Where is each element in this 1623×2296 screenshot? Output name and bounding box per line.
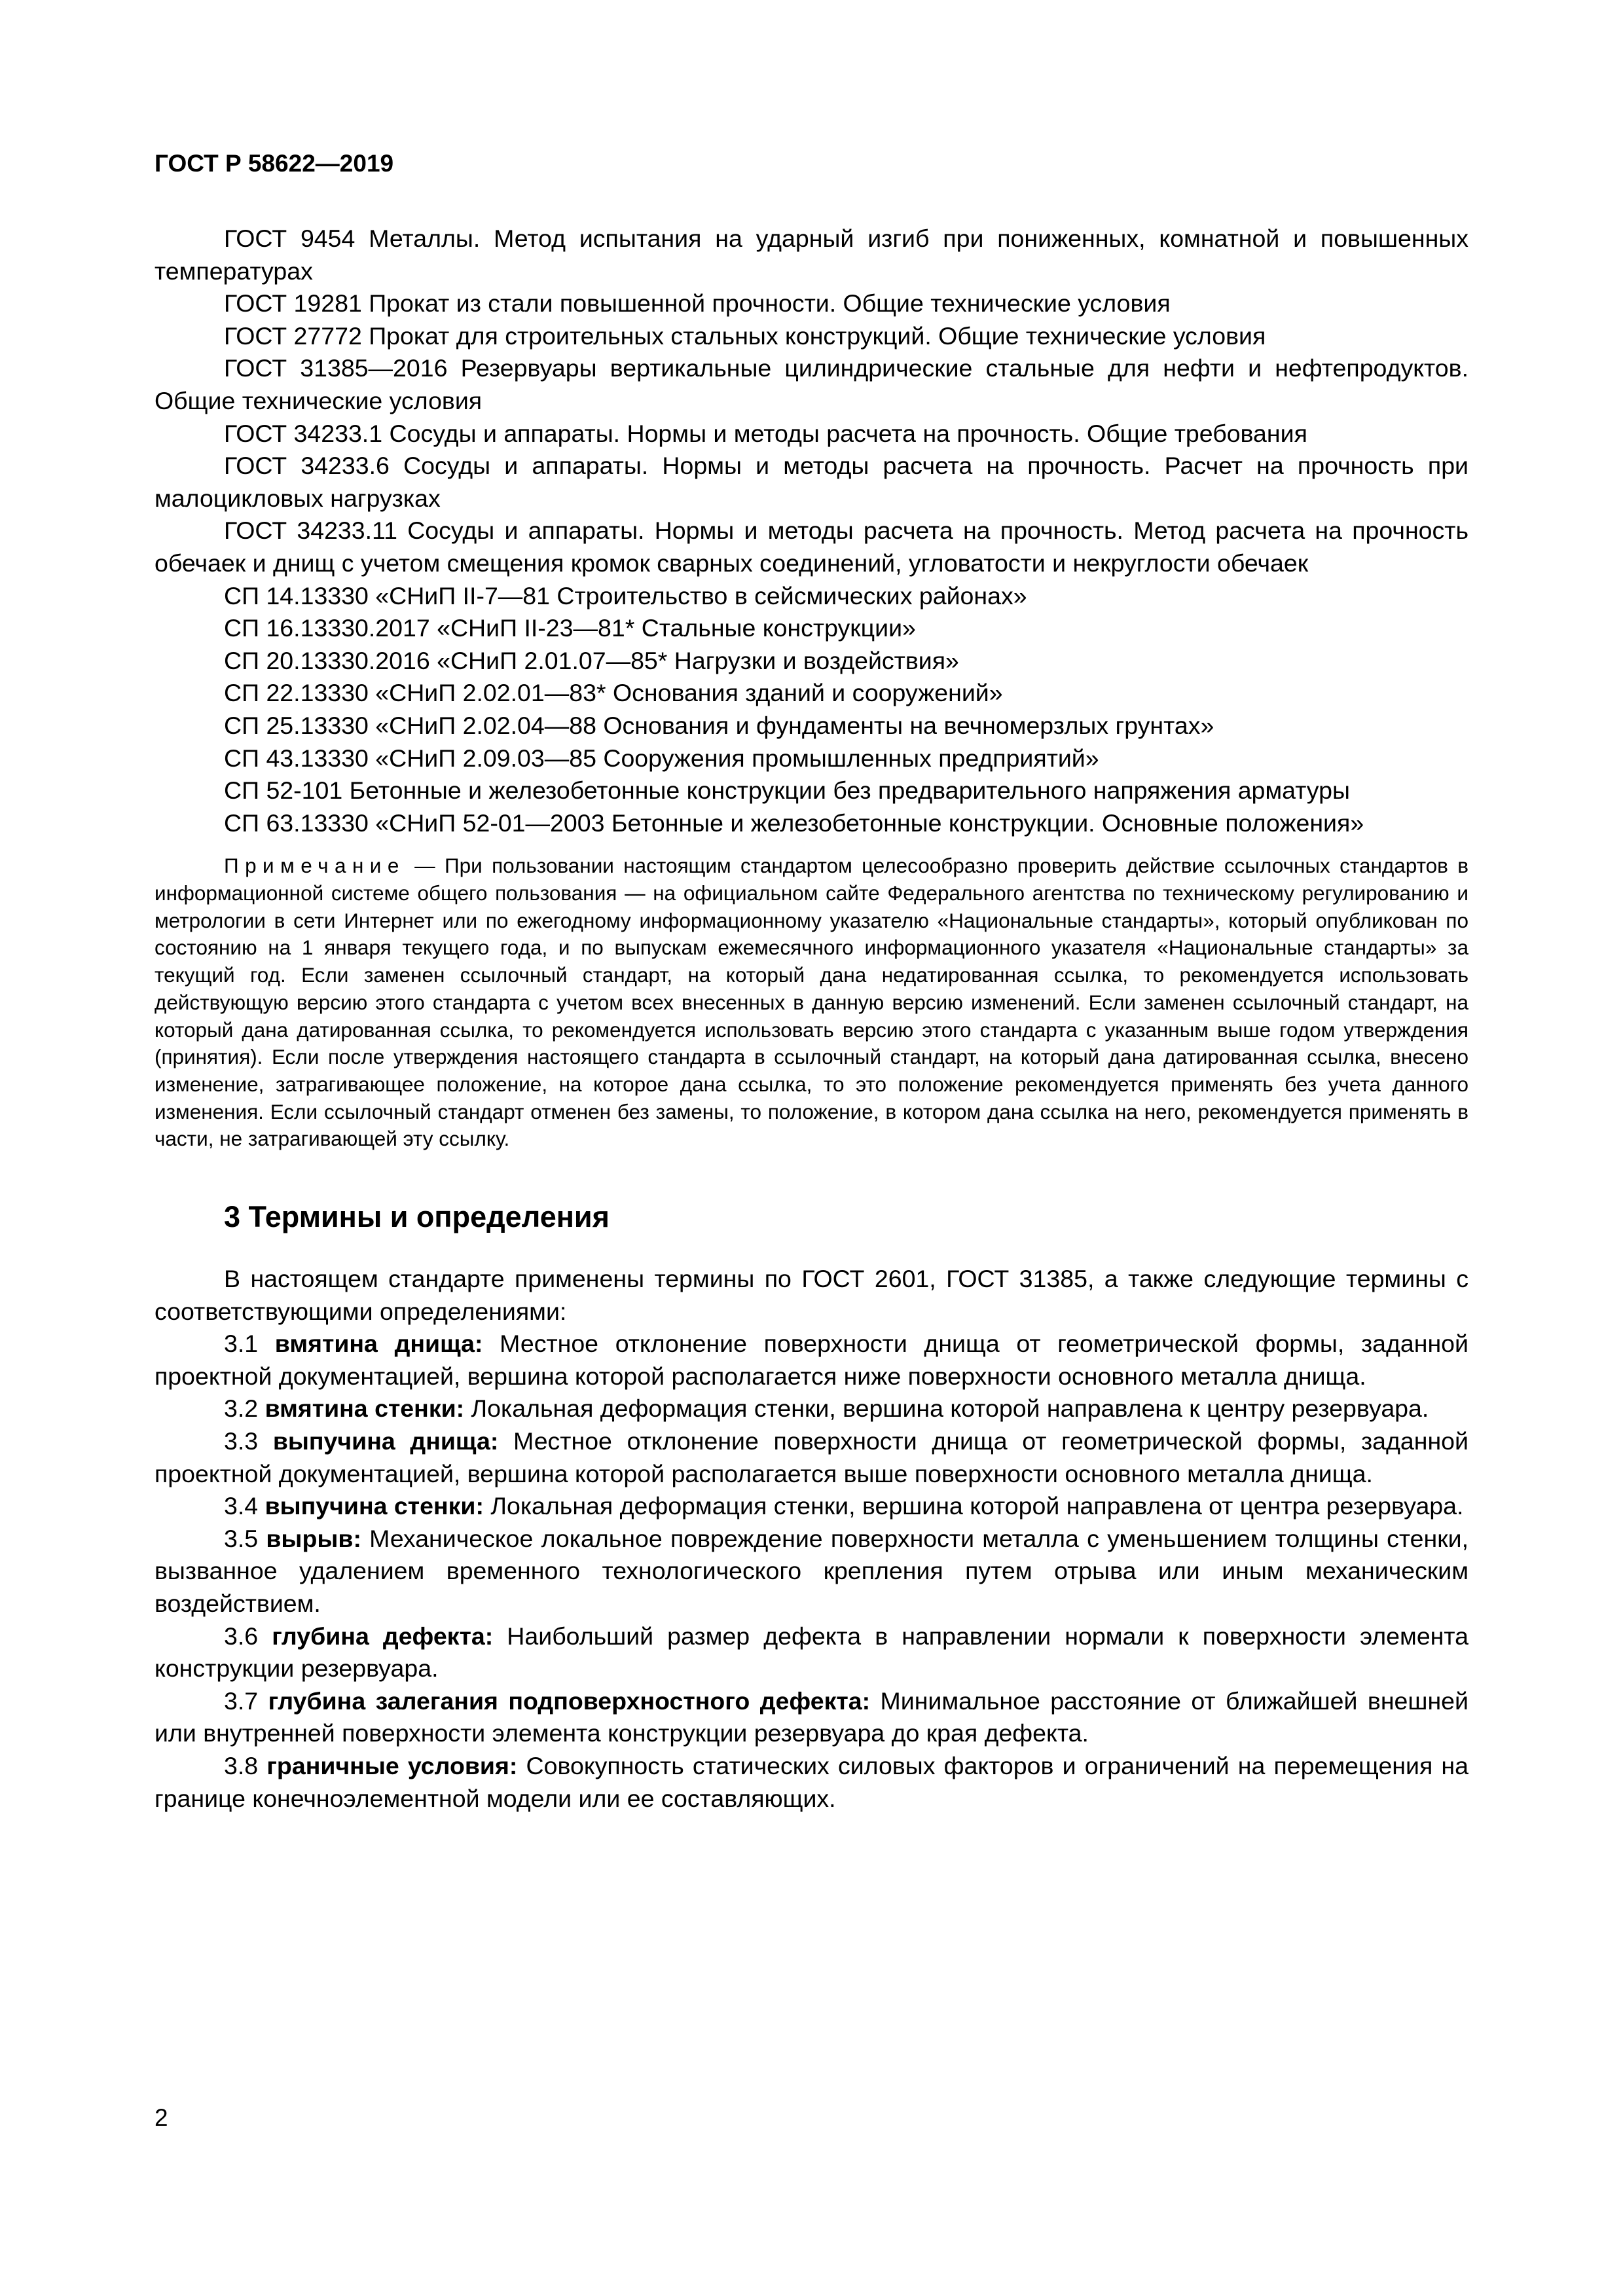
term-definition: Совокупность статических силовых факторов и ограничений на перемещения на границе конечноэлементной модели или ее составляющих. bbox=[155, 1751, 1468, 1812]
term-number: 3.1 bbox=[224, 1330, 275, 1358]
reference-item: СП 43.13330 «СНиП 2.09.03—85 Сооружения промышленных предприятий» bbox=[224, 744, 1099, 772]
page-content bbox=[155, 223, 1468, 1815]
terms-list bbox=[155, 1263, 1468, 1815]
reference-item: СП 16.13330.2017 «СНиП II-23—81* Стальные конструкции» bbox=[224, 614, 916, 642]
normative-references-list bbox=[155, 223, 1468, 839]
reference-item: ГОСТ 9454 Металлы. Метод испытания на ударный изгиб при пониженных, комнатной и повышенных температурах bbox=[155, 225, 1468, 285]
term-entry bbox=[155, 1620, 1468, 1685]
term-name: глубина залегания подповерхностного дефекта: bbox=[268, 1686, 871, 1715]
term-name: выпучина днища: bbox=[272, 1427, 499, 1455]
term-name: граничные условия: bbox=[266, 1751, 518, 1779]
term-entry bbox=[155, 1328, 1468, 1393]
term-number: 3.5 bbox=[224, 1524, 266, 1552]
term-number: 3.6 bbox=[224, 1622, 272, 1650]
term-name: вмятина днища: bbox=[274, 1330, 483, 1358]
term-entry bbox=[155, 1490, 1468, 1523]
term-entry bbox=[155, 1750, 1468, 1815]
reference-item: СП 25.13330 «СНиП 2.02.04—88 Основания и фундаменты на вечномерзлых грунтах» bbox=[224, 711, 1214, 739]
reference-item: СП 20.13330.2016 «СНиП 2.01.07—85* Нагрузки и воздействия» bbox=[224, 646, 959, 674]
note-paragraph bbox=[155, 852, 1468, 1153]
term-entry bbox=[155, 1685, 1468, 1750]
term-definition: Механическое локальное повреждение поверхности металла с уменьшением толщины стенки, вызванное удалением временного технологического крепления путем отрыва или иным механическим воздействием. bbox=[155, 1524, 1468, 1617]
reference-item: ГОСТ 27772 Прокат для строительных стальных конструкций. Общие технические условия bbox=[224, 321, 1266, 350]
terms-intro: В настоящем стандарте применены термины по ГОСТ 2601, ГОСТ 31385, а также следующие термины с соответствующими определениями: bbox=[155, 1265, 1468, 1325]
term-definition: Наибольший размер дефекта в направлении нормали к поверхности элемента конструкции резервуара. bbox=[155, 1622, 1468, 1683]
term-entry bbox=[155, 1393, 1468, 1425]
section-heading: 3 Термины и определения bbox=[224, 1200, 610, 1234]
reference-item: ГОСТ 34233.1 Сосуды и аппараты. Нормы и методы расчета на прочность. Общие требования bbox=[224, 419, 1307, 447]
document-header: ГОСТ Р 58622—2019 bbox=[155, 150, 394, 177]
term-definition: Локальная деформация стенки, вершина которой направлена от центра резервуара. bbox=[483, 1492, 1464, 1520]
term-name: вырыв: bbox=[266, 1524, 361, 1552]
term-name: вмятина стенки: bbox=[264, 1394, 465, 1423]
reference-item: СП 22.13330 «СНиП 2.02.01—83* Основания зданий и сооружений» bbox=[224, 679, 1003, 707]
term-number: 3.3 bbox=[224, 1427, 273, 1455]
term-definition: Местное отклонение поверхности днища от геометрической формы, заданной проектной документацией, вершина которой располагается выше поверхности основного металла днища. bbox=[155, 1427, 1468, 1487]
reference-item: ГОСТ 34233.11 Сосуды и аппараты. Нормы и методы расчета на прочность. Метод расчета на прочность обечаек и днищ с учетом смещения кромок сварных соединений, угловатости и некруглости обечаек bbox=[155, 517, 1468, 577]
term-name: выпучина стенки: bbox=[264, 1492, 484, 1520]
term-number: 3.8 bbox=[224, 1751, 267, 1779]
term-number: 3.7 bbox=[224, 1686, 268, 1715]
term-definition: Местное отклонение поверхности днища от геометрической формы, заданной проектной документацией, вершина которой располагается ниже поверхности основного металла днища. bbox=[155, 1330, 1468, 1390]
term-name: глубина дефекта: bbox=[272, 1622, 494, 1650]
term-number: 3.4 bbox=[224, 1492, 265, 1520]
reference-item: СП 63.13330 «СНиП 52-01—2003 Бетонные и железобетонные конструкции. Основные положения» bbox=[224, 809, 1364, 837]
note-text: — При пользовании настоящим стандартом целесообразно проверить действие ссылочных стандартов в информационной системе общего пользования — на официальном сайте Федерального агентства по техническому регулированию и метрологии в сети Интернет или по ежегодному информационному указателю «Национальные стандарты», который опубликован по состоянию на 1 января текущего года, и по выпускам ежемесячного информационного указателя «Национальные стандарты» за текущий год. Если заменен ссылочный стандарт, на который дана недатированная ссылка, то рекомендуется использовать действующую версию этого стандарта с учетом всех внесенных в данную версию изменений. Если заменен ссылочный стандарт, на который дана датированная ссылка, то рекомендуется использовать версию этого стандарта с указанным выше годом утверждения (принятия). Если после утверждения настоящего стандарта в ссылочный стандарт, на который дана датированная ссылка, внесено изменение, затрагивающее положение, на которое дана ссылка, то это положение рекомендуется применять без учета данного изменения. Если ссылочный стандарт отменен без замены, то положение, в котором дана ссылка на него, рекомендуется применять в части, не затрагивающей эту ссылку. bbox=[155, 854, 1468, 1151]
term-definition: Локальная деформация стенки, вершина которой направлена к центру резервуара. bbox=[464, 1394, 1429, 1423]
note-label: Примечание bbox=[224, 854, 405, 878]
term-definition: Минимальное расстояние от ближайшей внешней или внутренней поверхности элемента конструкции резервуара до края дефекта. bbox=[155, 1686, 1468, 1747]
reference-item: СП 52-101 Бетонные и железобетонные конструкции без предварительного напряжения арматуры bbox=[224, 776, 1350, 805]
reference-item: ГОСТ 31385—2016 Резервуары вертикальные цилиндрические стальные для нефти и нефтепродуктов. Общие технические условия bbox=[155, 354, 1468, 414]
term-number: 3.2 bbox=[224, 1394, 265, 1423]
page-number: 2 bbox=[155, 2104, 168, 2131]
term-entry bbox=[155, 1523, 1468, 1620]
reference-item: ГОСТ 34233.6 Сосуды и аппараты. Нормы и методы расчета на прочность. Расчет на прочность при малоцикловых нагрузках bbox=[155, 452, 1468, 512]
reference-item: ГОСТ 19281 Прокат из стали повышенной прочности. Общие технические условия bbox=[224, 289, 1171, 318]
term-entry bbox=[155, 1425, 1468, 1490]
reference-item: СП 14.13330 «СНиП II-7—81 Строительство в сейсмических районах» bbox=[224, 581, 1027, 610]
